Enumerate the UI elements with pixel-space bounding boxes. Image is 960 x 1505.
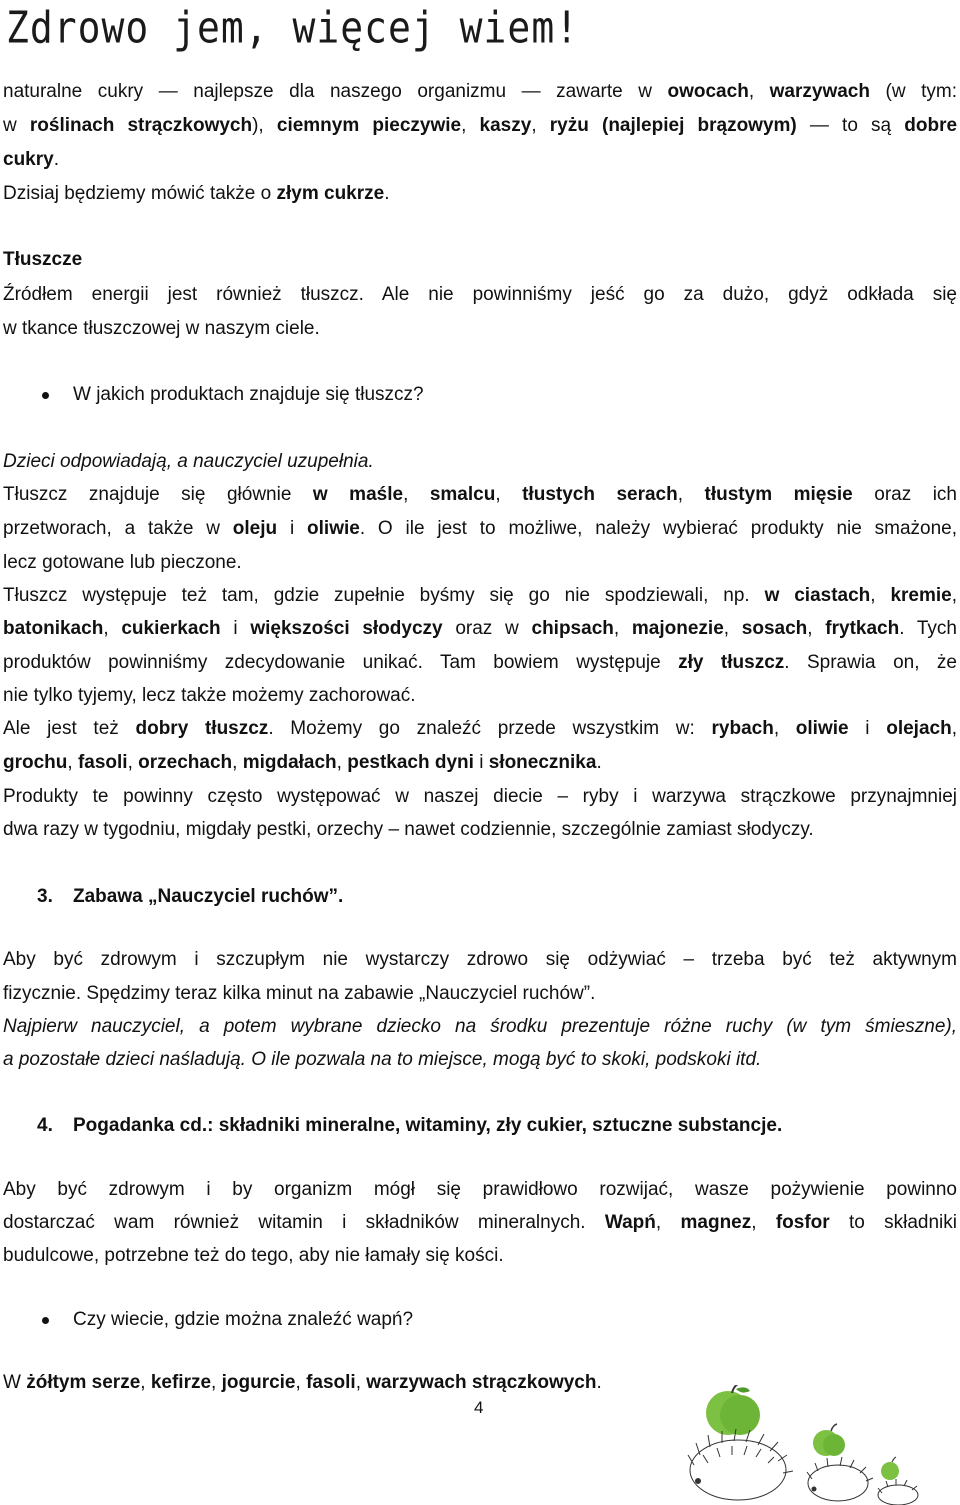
section-3-italic-1: Najpierw nauczyciel, a potem wybrane dziecko na środku prezentuje różne ruchy (w tym śmieszne),: [3, 1016, 957, 1037]
section-4-title: Pogadanka cd.: składniki mineralne, witaminy, zły cukier, sztuczne substancje.: [73, 1115, 783, 1136]
hedgehog-apple-decoration-icon: [628, 1385, 958, 1505]
fats-answer-line-3: lecz gotowane lub pieczone.: [3, 552, 242, 573]
hedgehog-icon: [688, 1429, 793, 1500]
page-number: 4: [474, 1398, 484, 1417]
fats-note: Dzieci odpowiadają, a nauczyciel uzupełnia.: [3, 451, 374, 472]
intro-line-4: Dzisiaj będziemy mówić także o złym cukrze.: [3, 183, 390, 204]
section-3-title: Zabawa „Nauczyciel ruchów”.: [73, 886, 344, 907]
section-4-bullet: Czy wiecie, gdzie można znaleźć wapń?: [3, 1308, 957, 1332]
fats-heading: Tłuszcze: [3, 249, 83, 270]
fats-hidden-line-3: produktów powinniśmy zdecydowanie unikać. Tam bowiem występuje zły tłuszcz. Sprawia on, że: [3, 652, 957, 673]
section-3-italic-2: a pozostałe dzieci naśladują. O ile pozwala na to miejsce, mogą być to skoki, podskoki itd.: [3, 1049, 762, 1070]
section-4-paragraph-1: Aby być zdrowym i by organizm mógł się prawidłowo rozwijać, wasze pożywienie powinno: [3, 1179, 957, 1200]
fats-answer-line-2: przetworach, a także w oleju i oliwie. O ile jest to możliwe, należy wybierać produkty nie smażone,: [3, 518, 958, 539]
diet-line-2: dwa razy w tygodniu, migdały pestki, orzechy – nawet codziennie, szczególnie zamiast słodyczy.: [3, 819, 814, 840]
bullet-icon: [42, 1317, 49, 1324]
fats-answer-line-1: Tłuszcz znajduje się głównie w maśle, smalcu, tłustych serach, tłustym mięsie oraz ich: [3, 484, 957, 505]
apple-icon: [881, 1457, 899, 1480]
good-fat-line-1: Ale jest też dobry tłuszcz. Możemy go znaleźć przede wszystkim w: rybach, oliwie i olejach,: [3, 718, 957, 739]
fats-hidden-line-2: batonikach, cukierkach i większości słodyczy oraz w chipsach, majonezie, sosach, frytkach. Tych: [3, 618, 957, 639]
hedgehog-icon: [807, 1457, 873, 1501]
good-fat-line-2: grochu, fasoli, orzechach, migdałach, pestkach dyni i słonecznika.: [3, 752, 602, 773]
apple-icon: [706, 1385, 760, 1435]
fats-paragraph-2: w tkance tłuszczowej w naszym ciele.: [3, 318, 320, 339]
intro-line-1: naturalne cukry — najlepsze dla naszego organizmu — zawarte w owocach, warzywach (w tym:: [3, 81, 957, 102]
fats-hidden-line-4: nie tylko tyjemy, lecz także możemy zachorować.: [3, 685, 416, 706]
fats-hidden-line-1: Tłuszcz występuje też tam, gdzie zupełnie byśmy się go nie spodziewali, np. w ciastach, kremie,: [3, 585, 958, 606]
section-4-paragraph-2: dostarczać wam również witamin i składników mineralnych. Wapń, magnez, fosfor to składniki: [3, 1212, 957, 1233]
section-3-number: 3.: [37, 886, 53, 907]
hedgehog-icon: [878, 1479, 918, 1505]
intro-line-2: w roślinach strączkowych), ciemnym pieczywie, kaszy, ryżu (najlepiej brązowym) — to są dobre: [3, 115, 958, 136]
fats-bullet: W jakich produktach znajduje się tłuszcz?: [3, 383, 957, 407]
section-3-paragraph-1: Aby być zdrowym i szczupłym nie wystarczy zdrowo się odżywiać – trzeba być też aktywnym: [3, 949, 957, 970]
section-4-answer: W żółtym serze, kefirze, jogurcie, fasoli, warzywach strączkowych.: [3, 1372, 602, 1393]
fats-paragraph-1: Źródłem energii jest również tłuszcz. Ale nie powinniśmy jeść go za dużo, gdyż odkłada się: [3, 284, 957, 305]
diet-line-1: Produkty te powinny często występować w naszej diecie – ryby i warzywa strączkowe przynajmniej: [3, 786, 957, 807]
page-header-title: Zdrowo jem, więcej wiem!: [6, 2, 580, 53]
bullet-icon: [42, 392, 49, 399]
apple-icon: [813, 1424, 845, 1456]
section-4-number: 4.: [37, 1115, 53, 1136]
section-3-paragraph-2: fizycznie. Spędzimy teraz kilka minut na zabawie „Nauczyciel ruchów”.: [3, 983, 596, 1004]
section-4-paragraph-3: budulcowe, potrzebne też do tego, aby nie łamały się kości.: [3, 1245, 504, 1266]
intro-line-3: cukry.: [3, 149, 59, 170]
